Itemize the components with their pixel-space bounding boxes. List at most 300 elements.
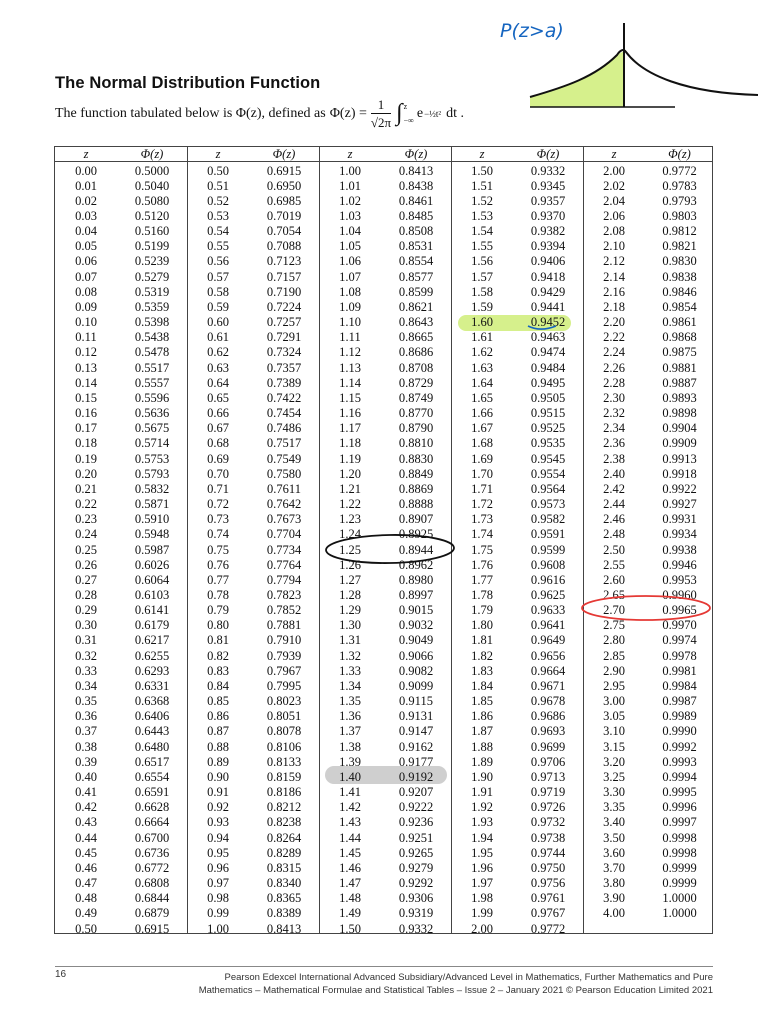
z-value: 0.37 [75, 724, 97, 739]
header-rule [55, 161, 712, 162]
z-value: 1.91 [471, 785, 493, 800]
phi-value: 0.8849 [398, 466, 434, 481]
z-value: 1.48 [339, 891, 361, 906]
phi-value: 0.7852 [266, 603, 302, 618]
phi-value: 0.9265 [398, 845, 434, 860]
phi-value: 0.8413 [398, 163, 434, 178]
phi-value: 0.8078 [266, 724, 302, 739]
z-value: 0.18 [75, 436, 97, 451]
phi-value: 0.8944 [398, 542, 434, 557]
z-value: 2.26 [603, 360, 625, 375]
phi-value: 0.8554 [398, 254, 434, 269]
z-value: 1.10 [339, 315, 361, 330]
phi-value: 0.9913 [662, 451, 697, 466]
z-value: 0.69 [207, 451, 229, 466]
phi-value: 0.6700 [134, 830, 170, 845]
z-value: 1.92 [471, 800, 493, 815]
phi-value: 0.5636 [134, 406, 170, 421]
phi-value: 0.9946 [662, 557, 697, 572]
phi-value: 0.7734 [266, 542, 302, 557]
phi-value: 0.8599 [398, 284, 434, 299]
phi-value: 0.9505 [530, 390, 566, 405]
phi-value: 0.9441 [530, 299, 566, 314]
phi-value: 0.5398 [134, 315, 170, 330]
header-z: z [479, 147, 485, 161]
phi-value: 0.5160 [134, 224, 170, 239]
z-value: 1.00 [207, 921, 229, 936]
z-value: 0.67 [207, 421, 229, 436]
z-value: 0.75 [207, 542, 229, 557]
phi-value: 0.8531 [398, 239, 434, 254]
phi-value: 0.8888 [398, 497, 434, 512]
integral-upper-limit: z [403, 101, 408, 111]
phi-value: 0.5319 [134, 284, 170, 299]
phi-value: 0.6591 [134, 785, 170, 800]
phi-value: 0.5557 [134, 375, 170, 390]
z-value: 1.53 [471, 208, 493, 223]
z-value: 1.28 [339, 587, 361, 602]
phi-value: 0.5040 [134, 178, 170, 193]
z-value: 2.08 [603, 224, 625, 239]
phi-value: 0.9821 [662, 239, 697, 254]
phi-value: 0.6443 [134, 724, 170, 739]
fraction-numerator: 1 [377, 97, 385, 112]
phi-value: 0.7642 [266, 497, 302, 512]
z-value: 1.30 [339, 618, 361, 633]
z-value: 1.97 [471, 876, 493, 891]
z-value: 1.62 [471, 345, 493, 360]
phi-value: 0.9996 [662, 800, 697, 815]
z-value: 0.33 [75, 663, 97, 678]
phi-value: 0.6026 [134, 557, 170, 572]
phi-value: 0.7054 [266, 224, 302, 239]
z-value: 1.95 [471, 845, 493, 860]
phi-value: 0.9418 [530, 269, 566, 284]
phi-value: 0.9861 [662, 315, 697, 330]
phi-value: 0.5793 [134, 466, 170, 481]
phi-value: 0.5359 [134, 299, 170, 314]
phi-value: 0.8643 [398, 315, 434, 330]
phi-value: 0.9406 [530, 254, 566, 269]
phi-value: 0.5517 [134, 360, 170, 375]
footer-line-1: Pearson Edexcel International Advanced Subsidiary/Advanced Level in Mathematics, Further Mathematics and Pure [224, 972, 713, 983]
phi-value: 0.9147 [398, 724, 434, 739]
z-value: 0.30 [75, 618, 97, 633]
phi-value: 0.9898 [662, 406, 697, 421]
z-value: 1.23 [339, 512, 361, 527]
z-value: 1.80 [471, 618, 493, 633]
z-value: 1.87 [471, 724, 493, 739]
definition-lead: The function tabulated below is Φ(z), defined as [55, 105, 326, 121]
z-value: 0.16 [75, 406, 97, 421]
phi-value: 0.8289 [266, 845, 302, 860]
z-value: 1.07 [339, 269, 361, 284]
z-value: 1.17 [339, 421, 361, 436]
z-value: 1.57 [471, 269, 493, 284]
z-value: 2.85 [603, 648, 625, 663]
z-value: 1.88 [471, 739, 493, 754]
normal-distribution-table [54, 146, 713, 934]
z-value: 1.33 [339, 663, 361, 678]
z-value: 0.08 [75, 284, 97, 299]
phi-value: 0.8621 [398, 299, 434, 314]
footer-divider [55, 966, 713, 967]
z-value: 0.34 [75, 678, 97, 693]
z-value: 0.38 [75, 739, 97, 754]
definition-line [55, 98, 464, 129]
phi-value: 0.9641 [530, 618, 566, 633]
phi-value: 0.8686 [398, 345, 434, 360]
phi-value: 0.9970 [662, 618, 697, 633]
phi-value: 0.9868 [662, 330, 697, 345]
z-value: 0.90 [207, 769, 229, 784]
z-value: 0.24 [75, 527, 97, 542]
phi-value: 0.6879 [134, 906, 170, 921]
z-value: 0.72 [207, 497, 229, 512]
phi-value: 0.9981 [662, 663, 697, 678]
z-value: 1.75 [471, 542, 493, 557]
z-value: 2.90 [603, 663, 625, 678]
phi-value: 0.9671 [530, 678, 566, 693]
phi-value: 0.7823 [266, 587, 302, 602]
phi-value: 0.6293 [134, 663, 170, 678]
z-value: 0.66 [207, 406, 229, 421]
phi-value: 0.7881 [266, 618, 302, 633]
phi-value: 0.6808 [134, 876, 170, 891]
phi-value: 0.9177 [398, 754, 434, 769]
z-value: 1.84 [471, 678, 493, 693]
z-value: 1.32 [339, 648, 361, 663]
z-value: 1.29 [339, 603, 361, 618]
phi-value: 0.8907 [398, 512, 434, 527]
phi-value: 0.9131 [398, 709, 434, 724]
z-value: 0.13 [75, 360, 97, 375]
phi-value: 0.7704 [266, 527, 302, 542]
phi-value: 0.9998 [662, 845, 697, 860]
phi-value: 0.9761 [530, 891, 566, 906]
z-value: 1.43 [339, 815, 361, 830]
z-value: 0.92 [207, 800, 229, 815]
z-value: 0.83 [207, 663, 229, 678]
phi-value: 0.5714 [134, 436, 170, 451]
z-value: 1.22 [339, 497, 361, 512]
phi-value: 0.9965 [662, 603, 697, 618]
z-value: 1.67 [471, 421, 493, 436]
z-value: 0.81 [207, 633, 229, 648]
phi-value: 0.8790 [398, 421, 434, 436]
z-value: 0.06 [75, 254, 97, 269]
phi-value: 0.6985 [266, 193, 302, 208]
z-value: 1.46 [339, 860, 361, 875]
z-value: 3.20 [603, 754, 625, 769]
z-value: 0.56 [207, 254, 229, 269]
phi-value: 0.7454 [266, 406, 302, 421]
z-value: 1.51 [471, 178, 493, 193]
z-value: 0.70 [207, 466, 229, 481]
phi-value: 0.9535 [530, 436, 566, 451]
phi-value: 0.9756 [530, 876, 566, 891]
z-value: 3.60 [603, 845, 625, 860]
phi-value: 0.9099 [398, 678, 434, 693]
phi-value: 0.9772 [662, 163, 697, 178]
z-value: 1.65 [471, 390, 493, 405]
z-value: 2.02 [603, 178, 625, 193]
phi-value: 0.5871 [134, 497, 170, 512]
z-value: 3.15 [603, 739, 625, 754]
phi-value: 0.9382 [530, 224, 566, 239]
phi-value: 0.8186 [266, 785, 302, 800]
z-value: 2.40 [603, 466, 625, 481]
z-value: 1.96 [471, 860, 493, 875]
z-value: 1.76 [471, 557, 493, 572]
phi-value: 0.9999 [662, 876, 697, 891]
z-value: 0.79 [207, 603, 229, 618]
phi-value: 0.6217 [134, 633, 170, 648]
z-value: 0.04 [75, 224, 97, 239]
phi-value: 0.9664 [530, 663, 566, 678]
phi-value: 0.6368 [134, 694, 170, 709]
header-phi: Φ(z) [140, 147, 164, 161]
z-value: 3.10 [603, 724, 625, 739]
phi-value: 0.6554 [134, 769, 170, 784]
phi-value: 0.6103 [134, 587, 170, 602]
phi-value: 0.9279 [398, 860, 434, 875]
z-value: 1.49 [339, 906, 361, 921]
phi-value: 0.5675 [134, 421, 170, 436]
phi-value: 0.8770 [398, 406, 434, 421]
z-value: 3.25 [603, 769, 625, 784]
z-value: 2.36 [603, 436, 625, 451]
z-value: 1.58 [471, 284, 493, 299]
z-value: 2.10 [603, 239, 625, 254]
phi-value: 0.8980 [398, 572, 434, 587]
z-value: 0.98 [207, 891, 229, 906]
z-value: 0.57 [207, 269, 229, 284]
z-value: 1.52 [471, 193, 493, 208]
phi-value: 0.8106 [266, 739, 302, 754]
z-value: 1.42 [339, 800, 361, 815]
z-value: 1.89 [471, 754, 493, 769]
z-value: 0.32 [75, 648, 97, 663]
z-value: 1.09 [339, 299, 361, 314]
phi-value: 0.8133 [266, 754, 302, 769]
header-z: z [347, 147, 353, 161]
z-value: 0.39 [75, 754, 97, 769]
z-value: 2.04 [603, 193, 625, 208]
header-z: z [83, 147, 89, 161]
z-value: 0.11 [75, 330, 97, 345]
phi-value: 0.6331 [134, 678, 170, 693]
z-value: 1.78 [471, 587, 493, 602]
z-value: 1.15 [339, 390, 361, 405]
phi-value: 0.9987 [662, 694, 697, 709]
z-value: 0.82 [207, 648, 229, 663]
phi-value: 0.7995 [266, 678, 302, 693]
phi-value: 0.7389 [266, 375, 302, 390]
z-value: 0.21 [75, 481, 97, 496]
z-value: 1.21 [339, 481, 361, 496]
phi-value: 0.9162 [398, 739, 434, 754]
phi-value: 0.7939 [266, 648, 302, 663]
z-value: 0.15 [75, 390, 97, 405]
phi-value: 0.9744 [530, 845, 566, 860]
z-value: 2.95 [603, 678, 625, 693]
z-value: 0.53 [207, 208, 229, 223]
z-value: 3.80 [603, 876, 625, 891]
z-value: 0.05 [75, 239, 97, 254]
z-value: 0.94 [207, 830, 229, 845]
phi-value: 0.6772 [134, 860, 170, 875]
z-value: 3.35 [603, 800, 625, 815]
phi-value: 0.5987 [134, 542, 170, 557]
phi-value: 0.9515 [530, 406, 566, 421]
z-value: 0.68 [207, 436, 229, 451]
phi-value: 0.5199 [134, 239, 170, 254]
z-value: 1.99 [471, 906, 493, 921]
phi-value: 0.9904 [662, 421, 697, 436]
phi-value: 0.5832 [134, 481, 170, 496]
phi-value: 0.9554 [530, 466, 566, 481]
phi-value: 0.9429 [530, 284, 566, 299]
phi-value: 0.9015 [398, 603, 434, 618]
phi-value: 0.7910 [266, 633, 302, 648]
z-value: 0.91 [207, 785, 229, 800]
phi-value: 0.9192 [398, 769, 434, 784]
z-value: 2.46 [603, 512, 625, 527]
z-value: 1.26 [339, 557, 361, 572]
z-value: 0.65 [207, 390, 229, 405]
phi-value: 0.7019 [266, 208, 302, 223]
z-value: 1.93 [471, 815, 493, 830]
phi-value: 0.9633 [530, 603, 566, 618]
phi-value: 0.8708 [398, 360, 434, 375]
phi-value: 0.7088 [266, 239, 302, 254]
phi-value: 0.9772 [530, 921, 566, 936]
phi-value: 0.7764 [266, 557, 302, 572]
z-value: 0.44 [75, 830, 97, 845]
phi-value: 0.9750 [530, 860, 566, 875]
header-phi: Φ(z) [404, 147, 428, 161]
z-value: 2.16 [603, 284, 625, 299]
phi-value: 0.9990 [662, 724, 697, 739]
z-value: 1.00 [339, 163, 361, 178]
z-value: 2.28 [603, 375, 625, 390]
phi-value: 0.9545 [530, 451, 566, 466]
z-value: 2.14 [603, 269, 625, 284]
z-value: 1.73 [471, 512, 493, 527]
z-value: 1.50 [471, 163, 493, 178]
z-value: 0.80 [207, 618, 229, 633]
z-value: 1.98 [471, 891, 493, 906]
z-value: 0.95 [207, 845, 229, 860]
phi-value: 0.9783 [662, 178, 697, 193]
z-value: 0.27 [75, 572, 97, 587]
z-value: 1.61 [471, 330, 493, 345]
z-value: 3.50 [603, 830, 625, 845]
phi-value: 0.9222 [398, 800, 434, 815]
z-value: 2.55 [603, 557, 625, 572]
page-title: The Normal Distribution Function [55, 74, 321, 92]
z-value: 0.60 [207, 315, 229, 330]
z-value: 2.50 [603, 542, 625, 557]
z-value: 1.41 [339, 785, 361, 800]
z-value: 2.75 [603, 618, 625, 633]
z-value: 1.24 [339, 527, 361, 542]
z-value: 2.24 [603, 345, 625, 360]
z-value: 0.74 [207, 527, 229, 542]
handwritten-note: P(z>a) [500, 20, 564, 42]
z-value: 0.51 [207, 178, 229, 193]
z-value: 4.00 [603, 906, 625, 921]
handwritten-normal-curve-sketch [500, 15, 765, 115]
phi-value: 0.7123 [266, 254, 302, 269]
z-value: 1.16 [339, 406, 361, 421]
phi-value: 0.6517 [134, 754, 170, 769]
phi-value: 0.9693 [530, 724, 566, 739]
z-value: 2.70 [603, 603, 625, 618]
z-value: 2.18 [603, 299, 625, 314]
z-value: 0.09 [75, 299, 97, 314]
z-value: 0.25 [75, 542, 97, 557]
z-value: 0.86 [207, 709, 229, 724]
z-value: 1.59 [471, 299, 493, 314]
z-value: 1.04 [339, 224, 361, 239]
phi-value: 0.8830 [398, 451, 434, 466]
phi-value: 0.8729 [398, 375, 434, 390]
phi-value: 0.9616 [530, 572, 566, 587]
z-value: 0.59 [207, 299, 229, 314]
z-value: 1.37 [339, 724, 361, 739]
z-value: 0.28 [75, 587, 97, 602]
z-value: 0.62 [207, 345, 229, 360]
phi-value: 0.9649 [530, 633, 566, 648]
phi-value: 0.9345 [530, 178, 566, 193]
phi-value: 0.9993 [662, 754, 697, 769]
z-value: 0.93 [207, 815, 229, 830]
phi-value: 0.7257 [266, 315, 302, 330]
phi-value: 0.9953 [662, 572, 697, 587]
phi-value: 0.8997 [398, 587, 434, 602]
phi-value: 0.5753 [134, 451, 170, 466]
phi-value: 0.8264 [266, 830, 302, 845]
phi-value: 0.9994 [662, 769, 697, 784]
phi-value: 0.9999 [662, 860, 697, 875]
z-value: 0.00 [75, 163, 97, 178]
z-value: 1.13 [339, 360, 361, 375]
phi-value: 0.9960 [662, 587, 697, 602]
z-value: 2.38 [603, 451, 625, 466]
z-value: 2.60 [603, 572, 625, 587]
phi-value: 0.8438 [398, 178, 434, 193]
phi-value: 0.9732 [530, 815, 566, 830]
z-value: 0.50 [75, 921, 97, 936]
z-value: 0.77 [207, 572, 229, 587]
z-value: 1.19 [339, 451, 361, 466]
z-value: 1.40 [339, 769, 361, 784]
z-value: 1.79 [471, 603, 493, 618]
phi-value: 0.9394 [530, 239, 566, 254]
z-value: 0.14 [75, 375, 97, 390]
phi-value: 0.9887 [662, 375, 697, 390]
phi-value: 0.6844 [134, 891, 170, 906]
phi-value: 0.9918 [662, 466, 697, 481]
z-value: 0.20 [75, 466, 97, 481]
z-value: 0.54 [207, 224, 229, 239]
z-value: 1.68 [471, 436, 493, 451]
phi-value: 0.7357 [266, 360, 302, 375]
phi-value: 0.9830 [662, 254, 697, 269]
z-value: 1.38 [339, 739, 361, 754]
